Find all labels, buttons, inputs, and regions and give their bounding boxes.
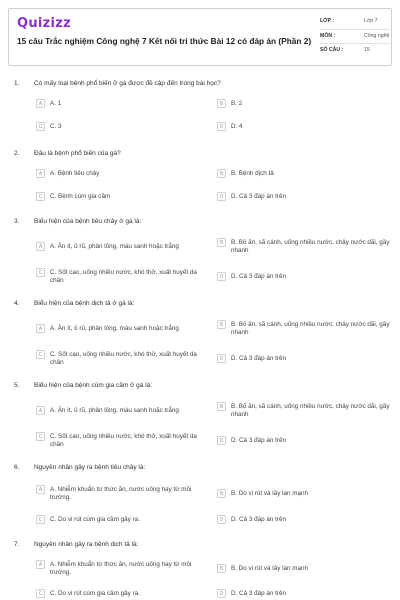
question-text: Biểu hiện của bệnh tiêu chảy ở gà là: xyxy=(34,218,142,225)
option-text: C. Do vi rút cúm gia cầm gây ra. xyxy=(50,589,140,597)
option-text: C. Sốt cao, uống nhiều nước, khó thở, xuất huyết da chân xyxy=(50,268,197,284)
option-text: B. Bỏ ăn, sã cánh, uống nhiều nước, chảy nước dãi, gầy nhanh xyxy=(231,402,390,418)
option-text: B. Bỏ ăn, sã cánh, uống nhiều nước, chảy nước dãi, gầy nhanh xyxy=(231,238,390,254)
option-letter-box: D xyxy=(217,436,226,445)
option-letter-box: D xyxy=(217,122,226,131)
worksheet-meta xyxy=(320,15,390,59)
option-letter-box: A xyxy=(36,242,45,251)
option-text: B. 2 xyxy=(231,99,243,107)
question-text: Có mấy loại bệnh phổ biến ở gà được đề cập đến trong bài học? xyxy=(34,80,221,87)
question-number: 4. xyxy=(14,300,20,307)
option-letter-box: A xyxy=(36,99,45,108)
option-text: D. Cả 3 đáp án trên xyxy=(231,192,286,200)
option-letter-box: A xyxy=(36,560,45,569)
meta-value: 15 xyxy=(364,47,370,53)
option-text: C. Bệnh cúm gia cầm xyxy=(50,192,111,200)
option-letter-box: A xyxy=(36,169,45,178)
option-letter-box: C xyxy=(36,432,45,441)
option-text: D. Cả 3 đáp án trên xyxy=(231,515,286,523)
option-text: A. Nhiễm khuẩn từ thức ăn, nước uống hay từ môi trường. xyxy=(50,485,192,501)
option-text: A. Bệnh tiêu chảy xyxy=(50,169,100,177)
option-letter-box: C xyxy=(36,122,45,131)
meta-label: MÔN : xyxy=(320,32,336,39)
question-number: 5. xyxy=(14,382,20,389)
question-text: Nguyên nhân gây ra bệnh dịch tả là: xyxy=(34,541,139,548)
option-text: A. Nhiễm khuẩn từ thức ăn, nước uống hay từ môi trường. xyxy=(50,560,192,576)
option-letter-box: D xyxy=(217,354,226,363)
question-text: Nguyên nhân gây ra bệnh tiêu chảy là: xyxy=(34,464,146,471)
meta-value: Lớp 7 xyxy=(364,18,378,24)
worksheet-header xyxy=(8,8,392,66)
option-text: A. Ăn ít, ủ rũ, phân lỏng, màu sanh hoặc trắng xyxy=(50,324,179,332)
question-number: 1. xyxy=(14,80,20,87)
question-text: Biểu hiện của bệnh cúm gia cầm ở gà là: xyxy=(34,382,153,389)
option-text: D. Cả 3 đáp án trên xyxy=(231,354,286,362)
meta-class-row xyxy=(320,15,390,30)
option-letter-box: B xyxy=(217,238,226,247)
option-letter-box: C xyxy=(36,268,45,277)
option-text: B. Do vi rút và lây lan mạnh xyxy=(231,564,308,572)
option-letter-box: C xyxy=(36,589,45,598)
question-text: Đâu là bệnh phổ biến của gà? xyxy=(34,150,121,157)
question-number: 6. xyxy=(14,464,20,471)
option-letter-box: B xyxy=(217,489,226,498)
option-text: B. Bỏ ăn, sã cánh, uống nhiều nước, chảy nước dãi, gầy nhanh xyxy=(231,320,390,336)
option-text: D. 4 xyxy=(231,122,243,130)
option-letter-box: A xyxy=(36,485,45,494)
option-text: D. Cả 3 đáp án trên xyxy=(231,272,286,280)
option-letter-box: D xyxy=(217,192,226,201)
option-text: D. Cả 3 đáp án trên xyxy=(231,589,286,597)
option-letter-box: C xyxy=(36,350,45,359)
meta-count-row xyxy=(320,44,390,59)
option-text: A. Ăn ít, ủ rũ, phân lỏng, màu sanh hoặc trắng xyxy=(50,242,179,250)
option-letter-box: D xyxy=(217,589,226,598)
option-letter-box: B xyxy=(217,99,226,108)
option-letter-box: D xyxy=(217,272,226,281)
option-letter-box: B xyxy=(217,320,226,329)
option-text: C. Do vi rút cúm gia cầm gây ra. xyxy=(50,515,140,523)
option-letter-box: B xyxy=(217,169,226,178)
question-number: 7. xyxy=(14,541,20,548)
option-text: C. 3 xyxy=(50,122,62,130)
meta-label: SỐ CÂU : xyxy=(320,47,344,53)
quizizz-logo: Quizizz xyxy=(17,16,72,31)
option-text: C. Sốt cao, uống nhiều nước, khó thở, xuất huyết da chân xyxy=(50,350,197,366)
option-text: B. Bệnh dịch tả xyxy=(231,169,274,177)
option-letter-box: B xyxy=(217,564,226,573)
option-letter-box: C xyxy=(36,192,45,201)
option-letter-box: B xyxy=(217,402,226,411)
option-text: B. Do vi rút và lây lan mạnh xyxy=(231,489,308,497)
option-text: A. 1 xyxy=(50,99,62,107)
question-number: 2. xyxy=(14,150,20,157)
meta-label: LỚP : xyxy=(320,18,335,24)
option-text: D. Cả 3 đáp án trên xyxy=(231,436,286,444)
option-text: C. Sốt cao, uống nhiều nước, khó thở, xuất huyết da chân xyxy=(50,432,197,448)
option-letter-box: A xyxy=(36,406,45,415)
option-letter-box: C xyxy=(36,515,45,524)
option-letter-box: A xyxy=(36,324,45,333)
option-text: A. Ăn ít, ủ rũ, phân lỏng, màu sanh hoặc trắng xyxy=(50,406,179,414)
meta-value: Công nghệ xyxy=(364,32,390,39)
meta-subject-row xyxy=(320,30,390,45)
question-text: Biểu hiện của bệnh dịch tả ở gà là: xyxy=(34,300,135,307)
option-letter-box: D xyxy=(217,515,226,524)
question-number: 3. xyxy=(14,218,20,225)
worksheet-title: 15 câu Trắc nghiệm Công nghệ 7 Kết nối tri thức Bài 12 có đáp án (Phần 2) xyxy=(17,36,312,46)
